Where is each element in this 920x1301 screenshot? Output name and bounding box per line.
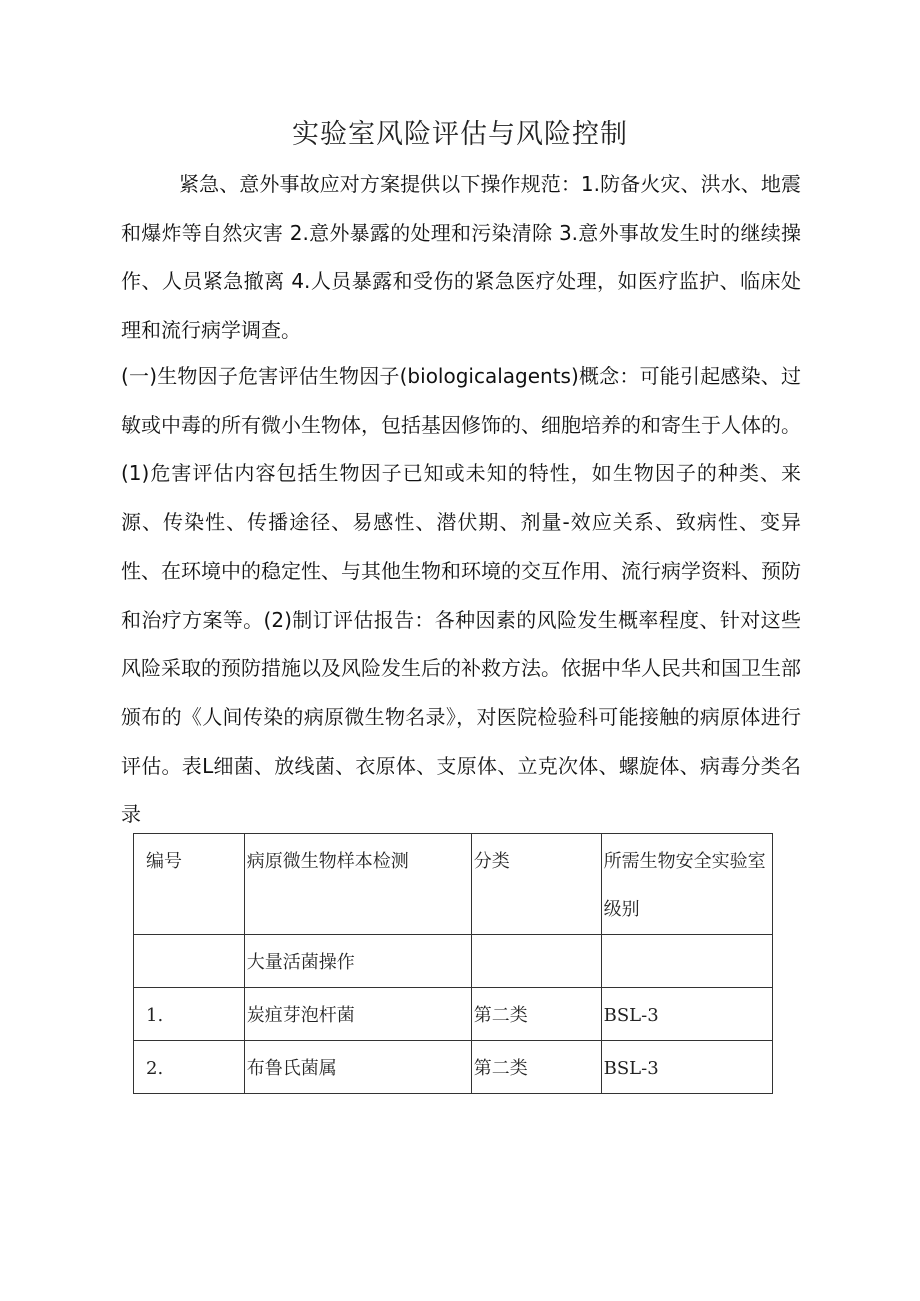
row-number: 1. <box>134 988 245 1041</box>
row-number: 2. <box>134 1041 245 1094</box>
subheader-live-bacteria: 大量活菌操作 <box>244 935 471 988</box>
paragraph-emergency-plan: 紧急、意外事故应对方案提供以下操作规范：1.防备火灾、洪水、地震和爆炸等自然灾害 2.意外暴露的处理和污染清除 3.意外事故发生时的继续操作、人员紧急撤离 4.人员暴露和受伤的紧急医疗处理，如医疗监护、临床处理和流行病学调查。 <box>121 172 801 343</box>
table-row <box>134 988 773 1041</box>
pathogen-classification-table <box>133 833 773 1094</box>
header-pathogen-test: 病原微生物样本检测 <box>244 834 471 935</box>
row-category: 第二类 <box>471 988 601 1041</box>
paragraph-biological-hazard: (一)生物因子危害评估生物因子(biologicalagents)概念：可能引起感染、过敏或中毒的所有微小生物体，包括基因修饰的、细胞培养的和寄生于人体的。(1)危害评估内容包括生物因子已知或未知的特性，如生物因子的种类、来源、传染性、传播途径、易感性、潜伏期、剂量-效应关系、致病性、变异性、在环境中的稳定性、与其他生物和环境的交互作用、流行病学资料、预防和治疗方案等。(2)制订评估报告：各种因素的风险发生概率程度、针对这些风险采取的预防措施以及风险发生后的补救方法。依据中华人民共和国卫生部颁布的《人间传染的病原微生物名录》，对医院检验科可能接触的病原体进行评估。表L细菌、放线菌、衣原体、支原体、立克次体、螺旋体、病毒分类名录 <box>121 364 801 827</box>
row-pathogen-name: 布鲁氏菌属 <box>244 1041 471 1094</box>
table-cell-empty <box>601 935 772 988</box>
row-biosafety-level: BSL-3 <box>601 988 772 1041</box>
header-number: 编号 <box>134 834 245 935</box>
header-biosafety-level: 所需生物安全实验室级别 <box>601 834 772 935</box>
table-subheader-row <box>134 935 773 988</box>
table-row <box>134 1041 773 1094</box>
table-cell-empty <box>471 935 601 988</box>
table-cell-empty <box>134 935 245 988</box>
table-header-row <box>134 834 773 935</box>
page-title: 实验室风险评估与风险控制 <box>292 119 628 150</box>
row-biosafety-level: BSL-3 <box>601 1041 772 1094</box>
row-category: 第二类 <box>471 1041 601 1094</box>
row-pathogen-name: 炭疽芽泡杆菌 <box>244 988 471 1041</box>
header-category: 分类 <box>471 834 601 935</box>
